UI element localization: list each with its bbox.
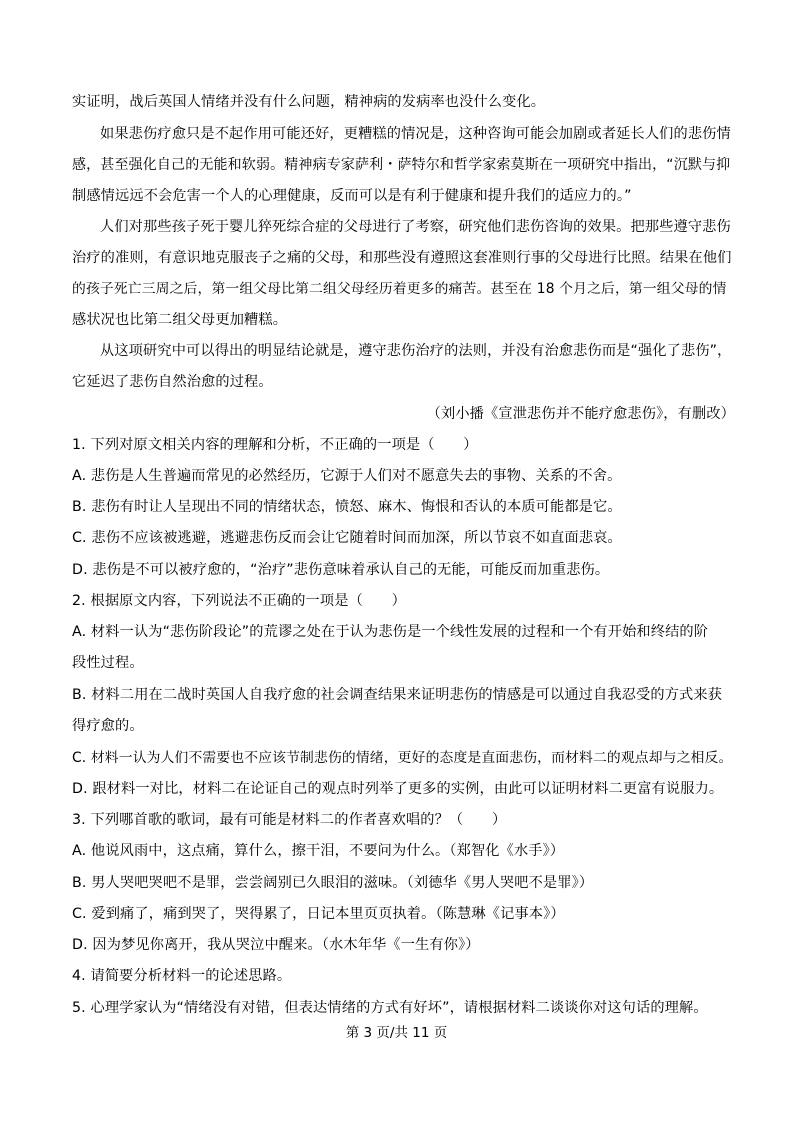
question-4-stem: 4. 请简要分析材料一的论述思路。 xyxy=(72,968,292,984)
question-2-option-b-cont: 得疗愈的。 xyxy=(72,718,144,734)
question-1-stem: 1. 下列对原文相关内容的理解和分析，不正确的一项是（ ） xyxy=(72,437,478,453)
passage-line: 如果悲伤疗愈只是不起作用可能还好，更糟糕的情况是，这种咨询可能会加剧或者延长人们的悲伤情 xyxy=(100,126,731,142)
passage-line: 感，甚至强化自己的无能和软弱。精神病专家萨利・萨特尔和哲学家索莫斯在一项研究中指出，“沉默与抑 xyxy=(72,157,731,173)
passage-source: （刘小播《宣泄悲伤并不能疗愈悲伤》，有删改） xyxy=(426,406,735,422)
passage-line: 人们对那些孩子死于婴儿猝死综合症的父母进行了考察，研究他们悲伤咨询的效果。把那些遵守悲伤 xyxy=(100,219,731,235)
question-3-option-b: B. 男人哭吧哭吧不是罪，尝尝阔别已久眼泪的滋味。（刘德华《男人哭吧不是罪》） xyxy=(72,875,594,891)
question-1-option-b: B. 悲伤有时让人呈现出不同的情绪状态，愤怒、麻木、悔恨和否认的本质可能都是它。 xyxy=(72,499,622,515)
question-3-option-a: A. 他说风雨中，这点痛，算什么，擦干泪，不要问为什么。（郑智化《水手》） xyxy=(72,843,565,859)
page-number: 第 3 页/共 11 页 xyxy=(345,1025,448,1041)
question-2-option-b: B. 材料二用在二战时英国人自我疗愈的社会调查结果来证明悲伤的情感是可以通过自我忍受的方式来获 xyxy=(72,687,723,703)
passage-line: 制感情远远不会危害一个人的心理健康，反而可以是有利于健康和提升我们的适应力的。” xyxy=(72,188,632,204)
question-2-option-c: C. 材料一认为人们不需要也不应该节制悲伤的情绪，更好的态度是直面悲伤，而材料二的观点却与之相反。 xyxy=(72,750,733,766)
question-3-option-c: C. 爱到痛了，痛到哭了，哭得累了，日记本里页页执着。（陈慧琳《记事本》） xyxy=(72,906,565,922)
passage-line: 治疗的准则，有意识地克服丧子之痛的父母，和那些没有遵照这套准则行事的父母进行比照。结果在他们 xyxy=(72,250,732,266)
passage-line: 从这项研究中可以得出的明显结论就是，遵守悲伤治疗的法则，并没有治愈悲伤而是“强化了悲伤”， xyxy=(100,343,732,359)
question-1-option-d: D. 悲伤是不可以被疗愈的，“治疗”悲伤意味着承认自己的无能，可能反而加重悲伤。 xyxy=(72,562,610,578)
question-2-stem: 2. 根据原文内容，下列说法不正确的一项是（ ） xyxy=(72,593,406,609)
passage-line: 它延迟了悲伤自然治愈的过程。 xyxy=(72,374,273,390)
question-2-option-d: D. 跟材料一对比，材料二在论证自己的观点时列举了更多的实例，由此可以证明材料二更富有说服力。 xyxy=(72,781,724,797)
question-3-option-d: D. 因为梦见你离开，我从哭泣中醒来。（水木年华《一生有你》） xyxy=(72,937,480,953)
question-1-option-a: A. 悲伤是人生普遍而常见的必然经历，它源于人们对不愿意失去的事物、关系的不舍。 xyxy=(72,468,622,484)
passage-line: 实证明，战后英国人情绪并没有什么问题，精神病的发病率也没什么变化。 xyxy=(72,94,546,110)
passage-line: 的孩子死亡三周之后，第一组父母比第二组父母经历着更多的痛苦。甚至在 18 个月之后，第一组父母的情 xyxy=(72,281,727,297)
passage-line: 感状况也比第二组父母更加糟糕。 xyxy=(72,312,288,328)
question-2-option-a: A. 材料一认为“悲伤阶段论”的荒谬之处在于认为悲伤是一个线性发展的过程和一个有开始和终结的阶 xyxy=(72,624,709,640)
question-3-stem: 3. 下列哪首歌的歌词，最有可能是材料二的作者喜欢唱的？（ ） xyxy=(72,812,507,828)
question-1-option-c: C. 悲伤不应该被逃避，逃避悲伤反而会让它随着时间而加深，所以节哀不如直面悲哀。 xyxy=(72,530,622,546)
question-2-option-a-cont: 段性过程。 xyxy=(72,655,144,671)
question-5-stem: 5. 心理学家认为“情绪没有对错，但表达情绪的方式有好坏”，请根据材料二谈谈你对这句话的理解。 xyxy=(72,1000,708,1016)
